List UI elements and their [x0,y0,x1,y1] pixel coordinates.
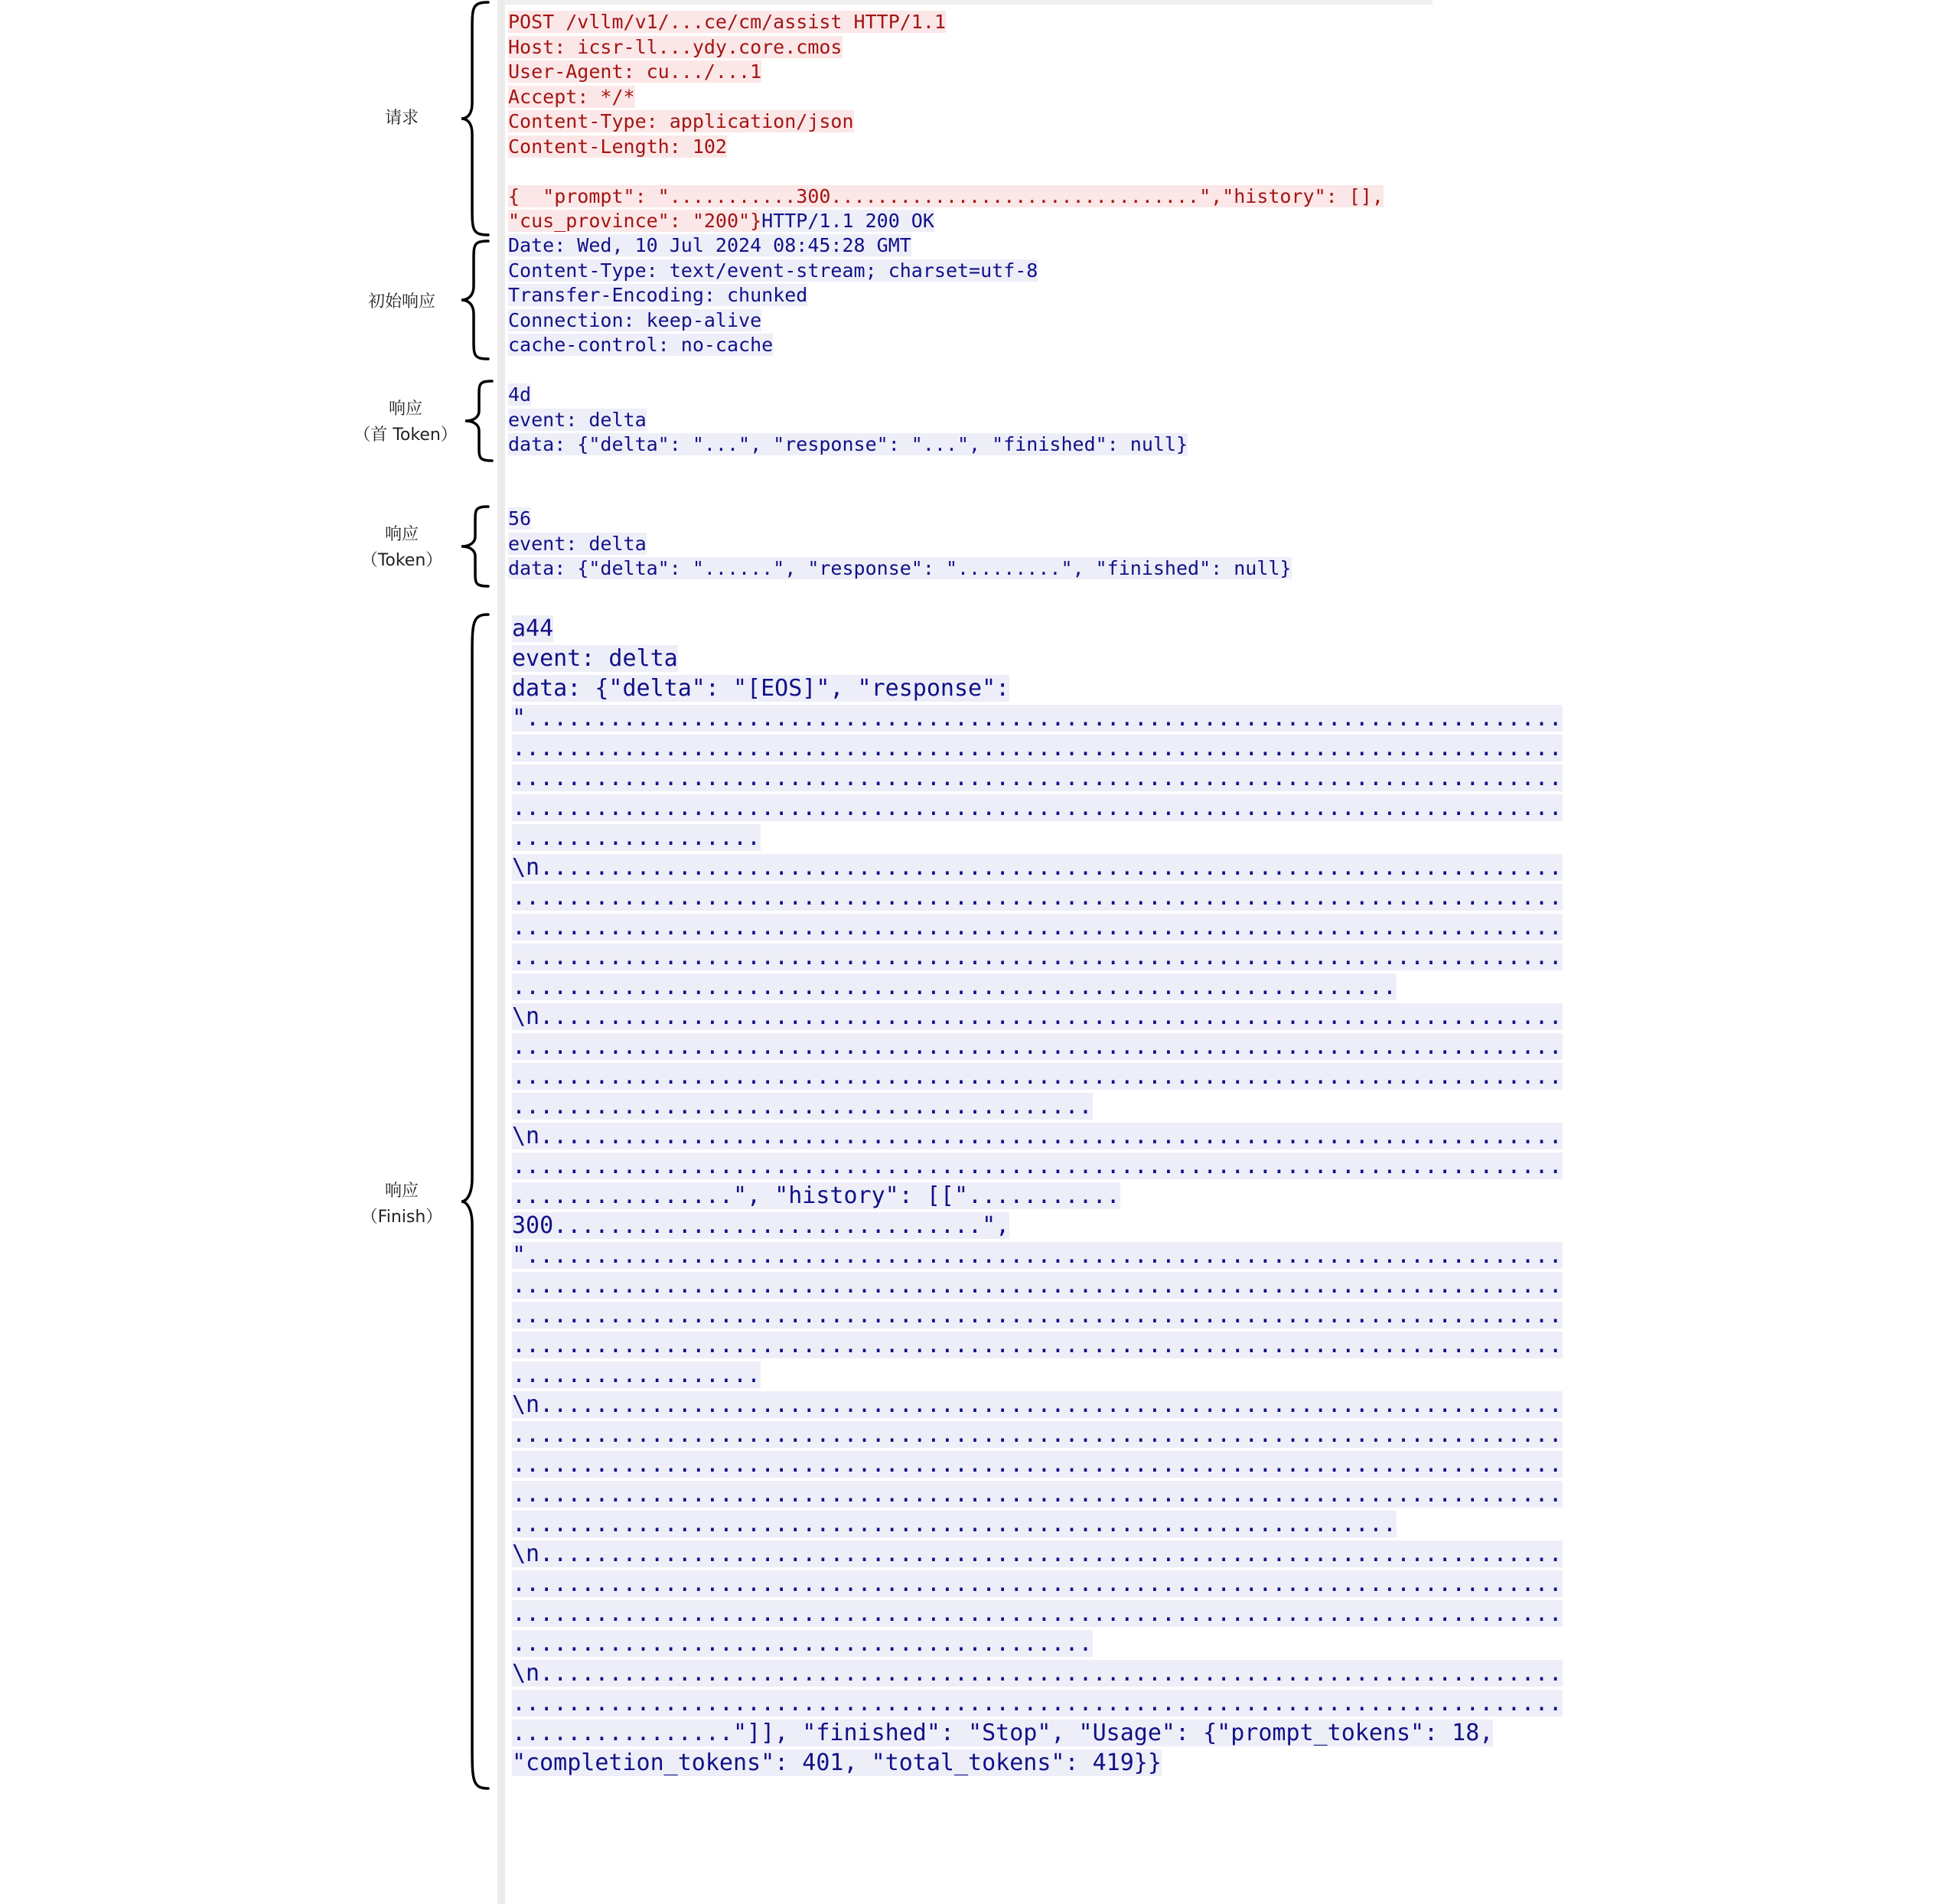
finish-line [512,1629,1563,1658]
left-gutter-bar [497,0,505,1904]
finish-line [512,1091,1563,1121]
request-line-text: POST /vllm/v1/...ce/cm/assist HTTP/1.1 [508,11,946,33]
finish-line-text: ............................................................................ [512,1451,1563,1478]
finish-line-text: ............................................................................ [512,1063,1563,1090]
response-line [508,333,1038,358]
label-first-token-line1: 响应 [388,399,422,419]
finish-line [512,644,1563,673]
finish-line [512,614,1563,644]
finish-line-text: ............................................................................ [512,794,1563,821]
label-first-token [344,396,467,448]
request-line [508,35,1384,60]
finish-line [512,1211,1563,1241]
finish-line [512,1748,1563,1778]
token-line [508,507,1292,532]
request-line-text: Content-Length: 102 [508,135,727,158]
finish-line-text: \n.......................................................................... [512,854,1563,881]
request-line-text: Host: icsr-ll...ydy.core.cmos [508,35,843,58]
finish-line [512,673,1563,703]
request-line [508,109,1384,135]
response-line-text: Transfer-Encoding: chunked [508,284,808,306]
finish-line-text: ............................................................................ [512,765,1563,791]
response-line-text: Content-Type: text/event-stream; charset=utf-8 [508,259,1038,282]
first-token-line-text: event: delta [508,408,647,431]
brace-token [455,504,494,588]
finish-line-text: data: {"delta": "[EOS]", "response": [512,675,1010,702]
finish-line [512,763,1563,793]
finish-line [512,1539,1563,1569]
response-line [508,259,1038,284]
request-line [508,184,1384,210]
finish-line-text: 300...............................", [512,1212,1010,1239]
finish-line-text: \n.......................................................................... [512,1003,1563,1030]
finish-line [512,912,1563,942]
token-line [508,532,1292,557]
first-token-line [508,383,1188,408]
finish-line-text: .......................................... [512,1630,1093,1657]
request-line-text: User-Agent: cu.../...1 [508,60,762,83]
request-block [508,10,1384,234]
request-line [508,209,1384,234]
finish-line [512,1479,1563,1509]
request-line-text: Accept: */* [508,85,635,108]
request-line [508,159,1384,184]
finish-line-text: ................................................................ [512,1511,1397,1537]
finish-line-text: ............................................................................ [512,1600,1563,1627]
top-divider [505,0,1433,5]
finish-line-text: ................................................................ [512,973,1397,1000]
finish-line [512,1688,1563,1718]
finish-line [512,942,1563,972]
finish-line [512,1599,1563,1629]
finish-line-text: a44 [512,615,554,642]
label-token-line2: （Token） [360,551,443,570]
token-block [508,507,1292,582]
finish-line [512,853,1563,882]
label-request-text: 请求 [384,109,419,128]
finish-line-text: .................. [512,1361,761,1388]
finish-line [512,1718,1563,1748]
finish-line [512,1390,1563,1420]
response-line-text: Date: Wed, 10 Jul 2024 08:45:28 GMT [508,234,911,256]
finish-line [512,1121,1563,1151]
token-line [508,556,1292,582]
finish-line-text: "........................................................................... [512,705,1563,732]
finish-line-text: ............................................................................ [512,1570,1563,1597]
response-line [508,308,1038,334]
finish-line-text: ............................................................................ [512,944,1563,970]
finish-line [512,823,1563,853]
finish-line-text: ............................................................................ [512,735,1563,761]
finish-line-text: ............................................................................ [512,1302,1563,1329]
finish-line [512,1061,1563,1091]
finish-line-text: ............................................................................ [512,1690,1563,1717]
finish-line-text: .......................................... [512,1093,1093,1120]
finish-line-text: "........................................................................... [512,1242,1563,1269]
request-line-text: "cus_province": "200"} [508,210,762,232]
finish-line [512,733,1563,763]
finish-line-text: event: delta [512,645,678,672]
first-token-block [508,383,1188,458]
request-line [508,85,1384,110]
label-initial-response [352,289,451,315]
finish-line-text: ............................................................................ [512,1272,1563,1299]
finish-line [512,1002,1563,1032]
brace-initial-response [455,239,494,361]
label-first-token-line2: （首 Token） [354,425,458,445]
brace-first-token [459,379,497,463]
brace-request [455,0,494,237]
response-line-text: cache-control: no-cache [508,334,774,356]
finish-line-text: \n.......................................................................... [512,1540,1563,1567]
finish-line-text: ............................................................................ [512,1481,1563,1508]
finish-line [512,1449,1563,1479]
label-initial-response-text: 初始响应 [367,292,435,311]
request-line [508,10,1384,35]
first-token-line-text: data: {"delta": "...", "response": "...", "finished": null} [508,433,1188,455]
finish-block [512,614,1563,1808]
finish-line-text: ............................................................................ [512,1332,1563,1358]
finish-line-text: \n.......................................................................... [512,1391,1563,1418]
finish-line [512,1420,1563,1449]
finish-line-text: \n.......................................................................... [512,1660,1563,1687]
label-request [352,106,451,132]
initial-response-status-line: HTTP/1.1 200 OK [761,210,934,232]
label-finish [348,1179,455,1231]
finish-line-text: ................"]], "finished": "Stop", "Usage": {"prompt_tokens": 18, [512,1720,1494,1746]
finish-line-text: ............................................................................ [512,884,1563,911]
finish-line-text: .................. [512,824,761,851]
request-line [508,60,1384,85]
finish-line-text: ................", "history": [["........... [512,1182,1120,1209]
response-line [508,283,1038,308]
brace-finish [455,612,494,1791]
token-line-text: event: delta [508,532,647,555]
finish-line [512,1270,1563,1300]
finish-line [512,1181,1563,1211]
first-token-line-text: 4d [508,383,532,406]
initial-response-block [508,233,1038,358]
finish-line [512,1330,1563,1360]
label-finish-line1: 响应 [384,1182,419,1201]
finish-line [512,1658,1563,1688]
finish-line [512,882,1563,912]
first-token-line [508,408,1188,433]
finish-line [512,1509,1563,1539]
token-line-text: 56 [508,507,532,530]
finish-line-text: ............................................................................ [512,1153,1563,1179]
finish-line-text: "completion_tokens": 401, "total_tokens": 419}} [512,1749,1162,1776]
label-finish-line2: （Finish） [360,1208,443,1227]
response-line-text: Connection: keep-alive [508,308,762,331]
finish-line [512,1300,1563,1330]
finish-line [512,703,1563,733]
finish-line [512,1569,1563,1599]
finish-line-text: \n.......................................................................... [512,1123,1563,1149]
finish-line [512,1778,1563,1808]
finish-line-text: ............................................................................ [512,1421,1563,1448]
finish-line [512,1032,1563,1061]
label-token [348,522,455,574]
finish-line [512,1241,1563,1270]
finish-line [512,1151,1563,1181]
finish-line-text: ............................................................................ [512,1033,1563,1060]
request-line-text: Content-Type: application/json [508,110,854,132]
request-line [508,135,1384,160]
finish-line [512,972,1563,1002]
finish-line [512,793,1563,823]
token-line-text: data: {"delta": "......", "response": ".........", "finished": null} [508,557,1292,579]
response-line [508,233,1038,259]
finish-line-text: ............................................................................ [512,914,1563,941]
request-line-text: { "prompt": "...........300................................","history": [], [508,184,1384,207]
label-token-line1: 响应 [384,525,419,544]
finish-line [512,1360,1563,1390]
first-token-line [508,432,1188,458]
